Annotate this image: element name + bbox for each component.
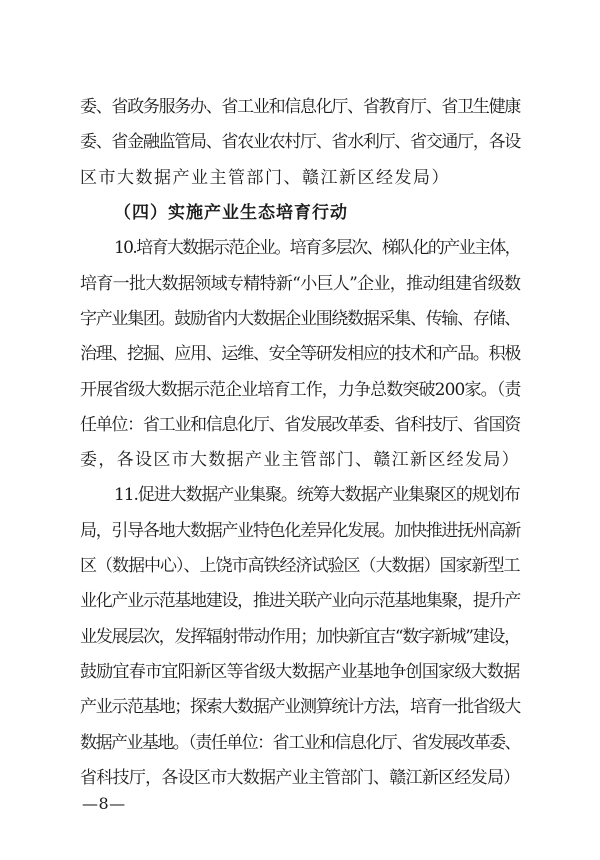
text-line: 省科技厅，各设区市大数据产业主管部门、赣江新区经发局） (80, 768, 520, 788)
text-line: 委、省金融监管局、省农业农村厅、省水利厅、省交通厅，各设 (80, 132, 520, 152)
text-line: 区（数据中心）、上饶市高铁经济试验区（大数据）国家新型工 (80, 556, 520, 576)
text-line: 产业示范基地；探索大数据产业测算统计方法，培育一批省级大 (80, 697, 520, 717)
text-line: 业发展层次，发挥辐射带动作用；加快新宜吉“数字新城”建设， (80, 627, 520, 647)
text-line: 字产业集团。鼓励省内大数据企业围绕数据采集、传输、存储、 (80, 309, 520, 329)
section-heading: （四）实施产业生态培育行动 (114, 203, 348, 223)
text-line: 数据产业基地。（责任单位：省工业和信息化厅、省发展改革委、 (80, 733, 520, 753)
text-line: 任单位：省工业和信息化厅、省发展改革委、省科技厅、省国资 (80, 415, 520, 435)
text-line: 治理、挖掘、应用、运维、安全等研发相应的技术和产品。积极 (80, 344, 520, 364)
text-line: 委，各设区市大数据产业主管部门、赣江新区经发局） (80, 450, 520, 470)
text-line: 区市大数据产业主管部门、赣江新区经发局） (80, 168, 450, 188)
page-number: —8— (82, 794, 126, 813)
text-line: 开展省级大数据示范企业培育工作，力争总数突破200家。（责 (80, 380, 521, 400)
text-line: 局，引导各地大数据产业特色化差异化发展。加快推进抚州高新 (80, 521, 520, 541)
text-line: 鼓励宜春市宜阳新区等省级大数据产业基地争创国家级大数据 (80, 662, 520, 682)
paragraph-start: 10.培育大数据示范企业。培育多层次、梯队化的产业主体， (114, 238, 521, 258)
text-line: 培育一批大数据领域专精特新“小巨人”企业，推动组建省级数 (80, 274, 521, 294)
text-line: 委、省政务服务办、省工业和信息化厅、省教育厅、省卫生健康 (80, 97, 520, 117)
paragraph-start: 11.促进大数据产业集聚。统筹大数据产业集聚区的规划布 (114, 485, 520, 505)
text-line: 业化产业示范基地建设，推进关联产业向示范基地集聚，提升产 (80, 591, 520, 611)
